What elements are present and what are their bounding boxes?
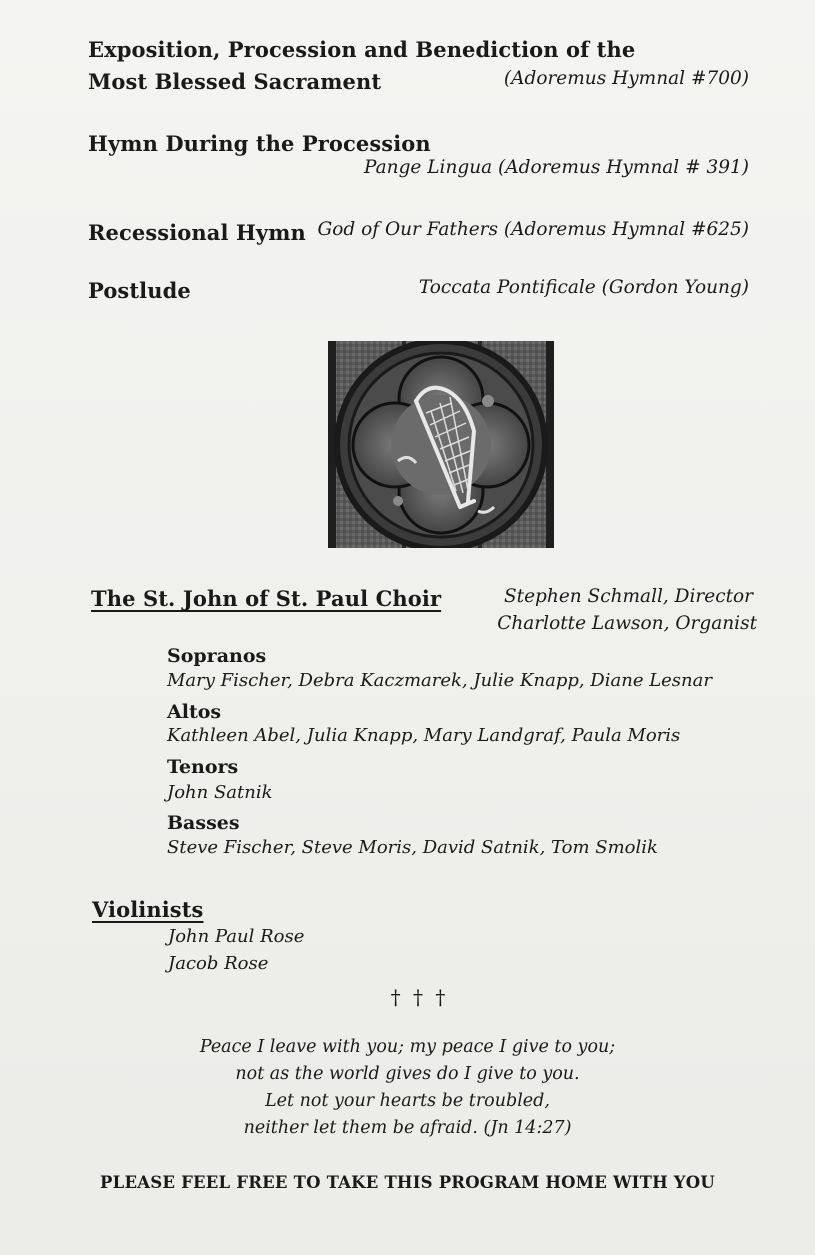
quote-line: neither let them be afraid. (Jn 14:27) bbox=[243, 1118, 572, 1138]
recessional-title: Recessional Hymn bbox=[88, 220, 306, 245]
section-members-tenors: John Satnik bbox=[167, 782, 273, 803]
recessional-reference: God of Our Fathers (Adoremus Hymnal #625) bbox=[317, 219, 749, 240]
exposition-title-line1: Exposition, Procession and Benediction of the bbox=[88, 37, 636, 62]
violinist-name: Jacob Rose bbox=[168, 953, 269, 974]
section-members-sopranos: Mary Fischer, Debra Kaczmarek, Julie Knapp, Diane Lesnar bbox=[167, 670, 712, 691]
stained-glass-harp-graphic bbox=[328, 341, 554, 548]
quote-line: not as the world gives do I give to you. bbox=[235, 1064, 580, 1084]
postlude-reference: Toccata Pontificale (Gordon Young) bbox=[418, 277, 749, 298]
exposition-reference: (Adoremus Hymnal #700) bbox=[503, 68, 749, 89]
stained-glass-harp-icon bbox=[328, 341, 554, 548]
quote-line: Let not your hearts be troubled, bbox=[265, 1091, 550, 1111]
section-label-sopranos: Sopranos bbox=[167, 645, 267, 667]
section-label-altos: Altos bbox=[167, 701, 222, 723]
choir-name: The St. John of St. Paul Choir bbox=[91, 586, 442, 611]
section-label-tenors: Tenors bbox=[167, 756, 239, 778]
violinist-name: John Paul Rose bbox=[168, 926, 305, 947]
section-members-altos: Kathleen Abel, Julia Knapp, Mary Landgraf, Paula Moris bbox=[167, 725, 681, 746]
section-label-basses: Basses bbox=[167, 812, 240, 834]
choir-director: Stephen Schmall, Director bbox=[504, 586, 753, 607]
take-home-notice: PLEASE FEEL FREE TO TAKE THIS PROGRAM HOME WITH YOU bbox=[100, 1173, 715, 1192]
violinists-title: Violinists bbox=[92, 897, 204, 922]
postlude-title: Postlude bbox=[88, 278, 191, 303]
crosses-divider: † † † bbox=[390, 985, 449, 1009]
procession-hymn-title: Hymn During the Procession bbox=[88, 131, 431, 156]
section-members-basses: Steve Fischer, Steve Moris, David Satnik, Tom Smolik bbox=[167, 837, 658, 858]
exposition-title-line2: Most Blessed Sacrament bbox=[88, 69, 382, 94]
procession-hymn-reference: Pange Lingua (Adoremus Hymnal # 391) bbox=[364, 157, 749, 178]
choir-organist: Charlotte Lawson, Organist bbox=[497, 613, 757, 634]
quote-line: Peace I leave with you; my peace I give to you; bbox=[199, 1037, 616, 1057]
